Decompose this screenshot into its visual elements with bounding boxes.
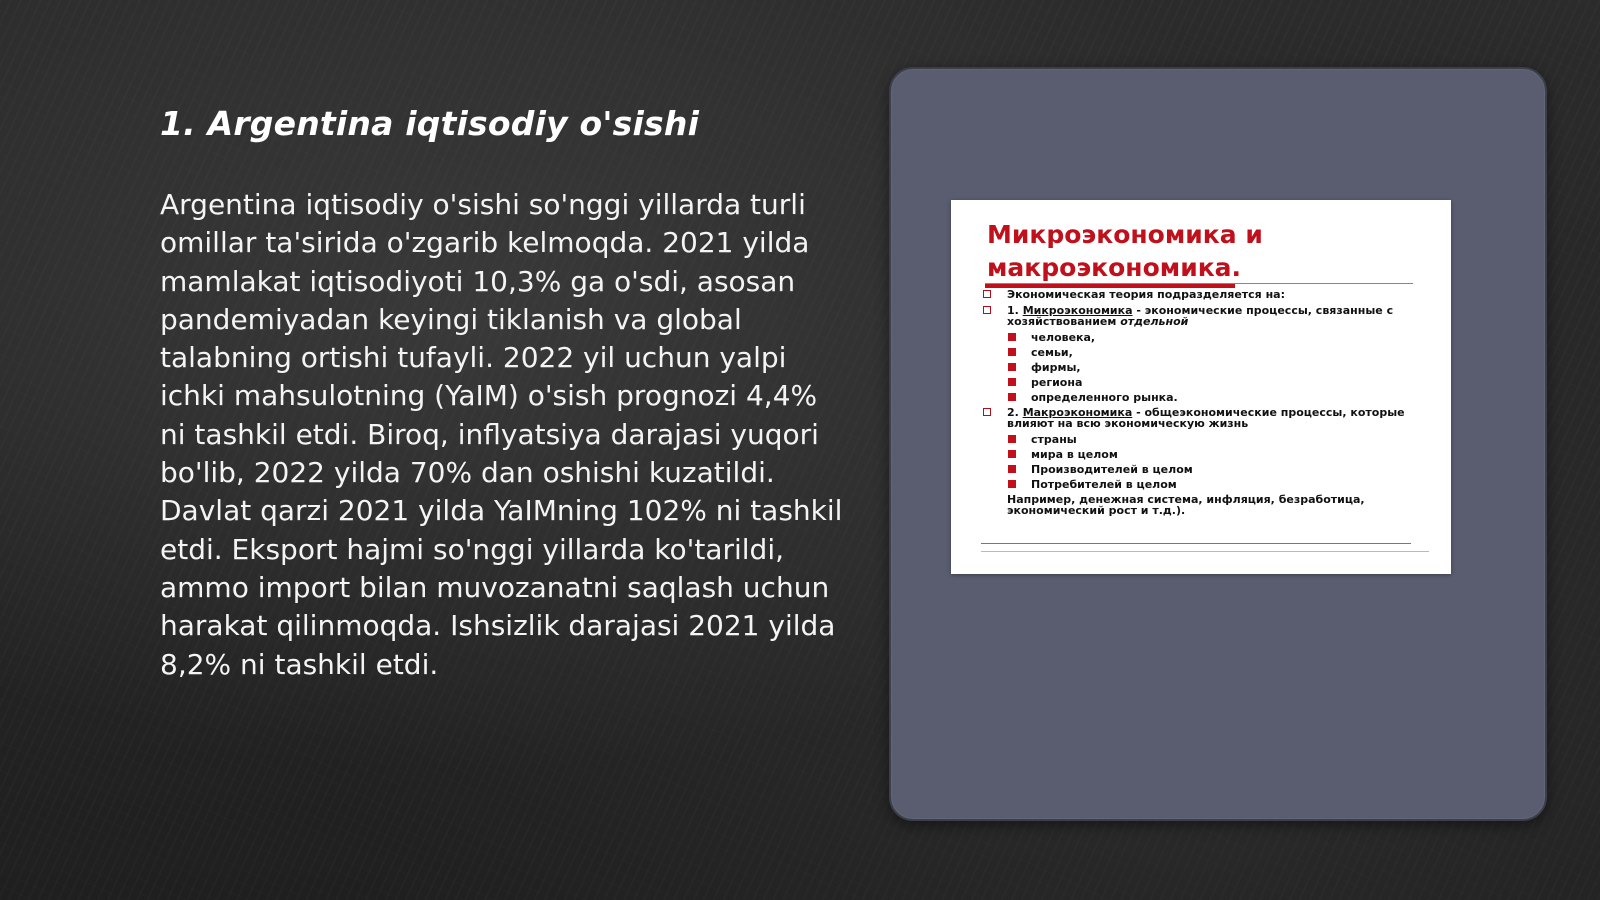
micro-sub-item	[983, 347, 1431, 359]
square-bullet-icon	[1008, 480, 1016, 488]
checkbox-bullet-icon	[983, 306, 991, 314]
macro-sub-item	[983, 479, 1431, 491]
square-bullet-icon	[1008, 378, 1016, 386]
checkbox-bullet-icon	[983, 408, 991, 416]
embedded-slide-image	[951, 200, 1451, 574]
macro-item-text: Производителей в целом	[1031, 462, 1193, 476]
micro-desc: - экономические процессы, связанные с хозяйствованием	[1007, 303, 1394, 328]
slide-body-text: Argentina iqtisodiy o'sishi so'nggi yillarda turli omillar ta'sirida o'zgarib kelmoqda. 2021 yilda mamlakat iqtisodiyoti 10,3% ga o'sdi, asosan pandemiyadan keyingi tiklanish va global talabning ortishi tufayli. 2022 yil uchun yalpi ichki mahsulotning (YaIM) o'sish prognozi 4,4% ni tashkil etdi. Biroq, inflyatsiya darajasi yuqori bo'lib, 2022 yilda 70% dan oshishi kuzatildi. Davlat qarzi 2021 yilda YaIMning 102% ni tashkil etdi. Eksport hajmi so'nggi yillarda ko'tarildi, ammo import bilan muvozanatni saqlash uchun harakat qilinmoqda. Ishsizlik darajasi 2021 yilda 8,2% ni tashkil etdi.	[160, 188, 843, 681]
square-bullet-icon	[1008, 348, 1016, 356]
macro-desc: - общеэкономические процессы, которые влияют на всю экономическую жизнь	[1007, 405, 1405, 430]
square-bullet-icon	[1008, 333, 1016, 341]
macro-sub-item	[983, 464, 1431, 476]
list-item-intro	[983, 289, 1431, 301]
image-panel	[889, 67, 1547, 821]
micro-sub-item	[983, 392, 1431, 404]
micro-item-text: семьи,	[1031, 345, 1073, 359]
square-bullet-icon	[1008, 450, 1016, 458]
macro-number: 2.	[1007, 405, 1019, 419]
checkbox-bullet-icon	[983, 290, 991, 298]
square-bullet-icon	[1008, 393, 1016, 401]
micro-sub-item	[983, 377, 1431, 389]
micro-item-text: фирмы,	[1031, 360, 1081, 374]
bottom-rule	[981, 551, 1429, 552]
square-bullet-icon	[1008, 435, 1016, 443]
square-bullet-icon	[1008, 465, 1016, 473]
micro-item-text: определенного рынка.	[1031, 390, 1178, 404]
list-item-macro	[983, 407, 1431, 430]
square-bullet-icon	[1008, 363, 1016, 371]
macro-item-text: Потребителей в целом	[1031, 477, 1177, 491]
micro-sub-item	[983, 332, 1431, 344]
example-note: Например, денежная система, инфляция, безработица, экономический рост и т.д.).	[1007, 492, 1365, 517]
micro-desc-italic: отдельной	[1120, 315, 1189, 328]
micro-term: Микроэкономика	[1022, 303, 1133, 317]
micro-number: 1.	[1007, 303, 1019, 317]
macro-sub-item	[983, 449, 1431, 461]
intro-text: Экономическая теория подразделяется на:	[1007, 288, 1285, 301]
micro-sub-item	[983, 362, 1431, 374]
macro-item-text: страны	[1031, 432, 1077, 446]
macro-term: Макроэкономика	[1022, 405, 1133, 419]
note-rule	[981, 543, 1411, 544]
embedded-slide-list	[983, 289, 1431, 517]
micro-item-text: региона	[1031, 375, 1083, 389]
micro-item-text: человека,	[1031, 330, 1096, 344]
macro-item-text: мира в целом	[1031, 447, 1118, 461]
embedded-slide-title: Микроэкономика и макроэкономика.	[987, 220, 1263, 282]
slide-title: 1. Argentina iqtisodiy o'sishi	[160, 104, 700, 143]
macro-sub-item	[983, 434, 1431, 446]
list-item-micro	[983, 305, 1431, 328]
